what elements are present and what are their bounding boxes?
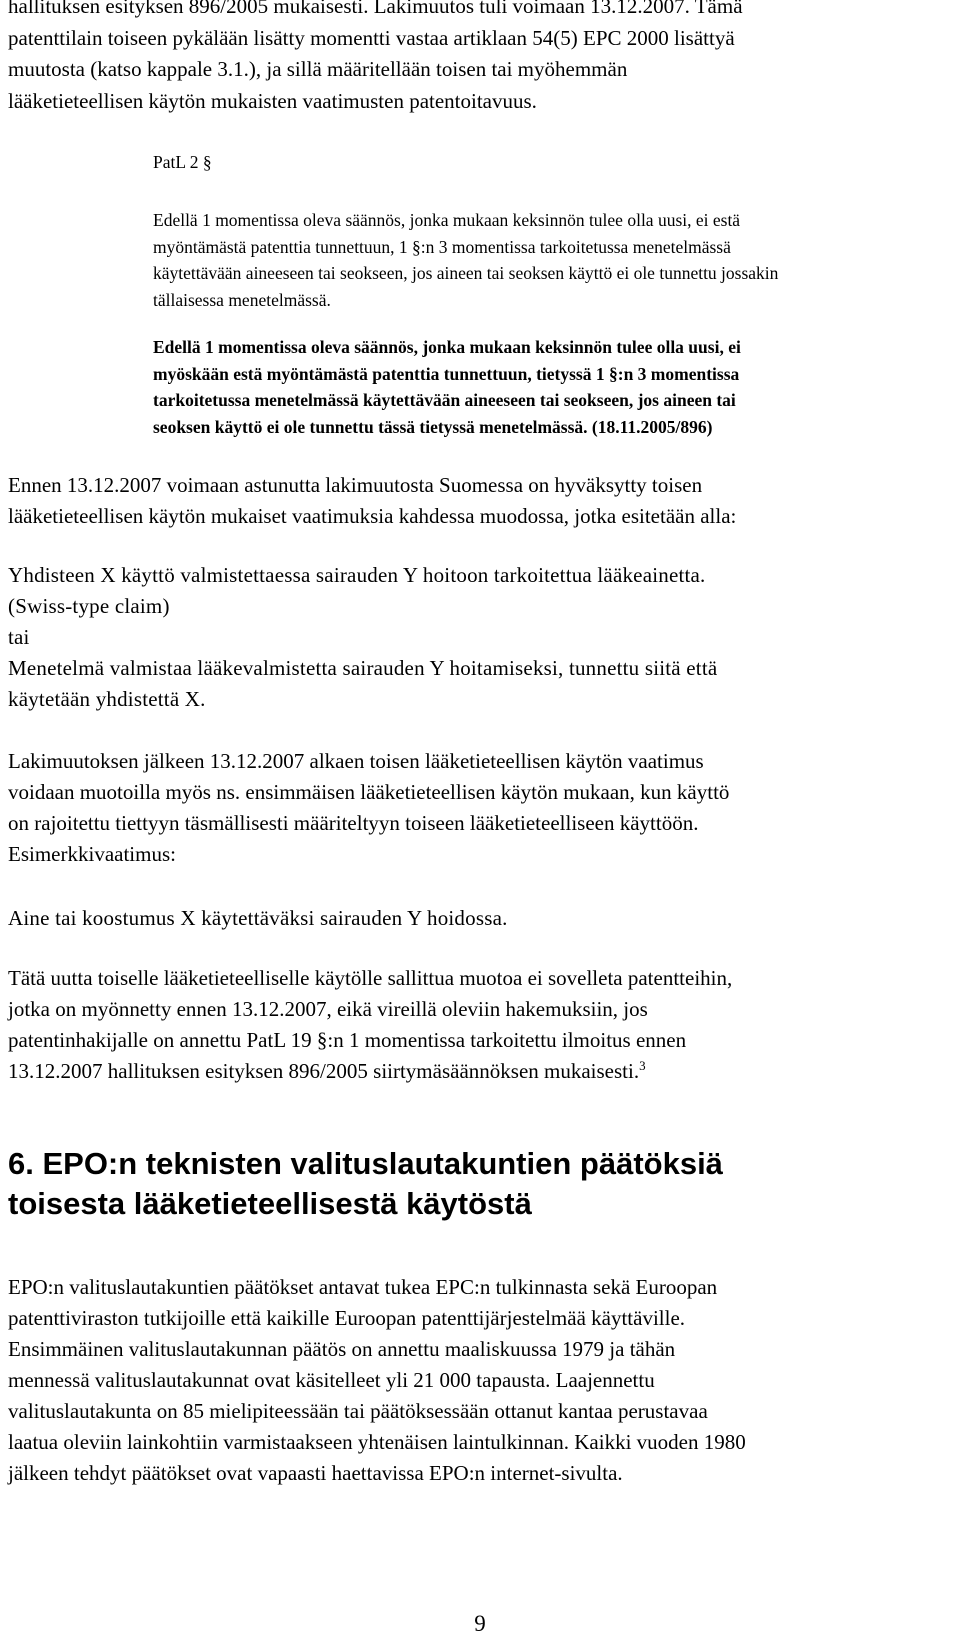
text-line: valituslautakunta on 85 mielipiteessään tai päätöksessään ottanut kantaa perustavaa: [8, 1399, 708, 1423]
text-line: muutosta (katso kappale 3.1.), ja sillä määritellään toisen tai myöhemmän: [8, 57, 628, 81]
epo-boards-paragraph: [8, 1272, 928, 1489]
quote-old-text: [153, 207, 923, 313]
text-line: patenttiviraston tutkijoille että kaikille Euroopan patenttijärjestelmää käyttäville.: [8, 1306, 686, 1330]
text-line: Lakimuutoksen jälkeen 13.12.2007 alkaen toisen lääketieteellisen käytön vaatimus: [8, 749, 704, 773]
quote-new-text: [153, 334, 923, 440]
footnote-marker[interactable]: 3: [639, 1058, 646, 1073]
text-line: laatua oleviin lainkohtiin varmistaakseen yhtenäisen laintulkinnan. Kaikki vuoden 1980: [8, 1430, 746, 1454]
text-line: Menetelmä valmistaa lääkevalmistetta sairauden Y hoitamiseksi, tunnettu siitä että: [8, 656, 718, 680]
text-line: [8, 1056, 928, 1087]
text-line: hallituksen esityksen 896/2005 mukaisesti. Lakimuutos tuli voimaan 13.12.2007. Tämä: [8, 0, 743, 18]
text-line: on rajoitettu tiettyyn täsmällisesti määriteltyyn toiseen lääketieteelliseen käyttöön.: [8, 811, 699, 835]
text-line: lääketieteellisen käytön mukaisten vaatimusten patentoitavuus.: [8, 88, 537, 113]
text-line: (Swiss-type claim): [8, 594, 170, 618]
claim-formats: [8, 560, 928, 715]
text-line: Ensimmäinen valituslautakunnan päätös on annettu maaliskuussa 1979 ja tähän: [8, 1337, 676, 1361]
text-line: mennessä valituslautakunnat ovat käsitelleet yli 21 000 tapausta. Laajennettu: [8, 1368, 655, 1392]
text-line: myöskään estä myöntämästä patenttia tunnettuun, tietyssä 1 §:n 3 momentissa: [153, 363, 740, 384]
text-line: lääketieteellisen käytön mukaiset vaatimuksia kahdessa muodossa, jotka esitetään alla:: [8, 504, 737, 528]
text-line: käytettävään aineeseen tai seokseen, jos aineen tai seoksen käyttö ei ole tunnettu jossakin: [153, 263, 779, 283]
text-segment: 13.12.2007 hallituksen esityksen 896/2005 siirtymäsäännöksen mukaisesti.: [8, 1059, 640, 1083]
quote-heading: PatL 2 §: [153, 152, 212, 172]
claim-example: Aine tai koostumus X käytettäväksi sairauden Y hoidossa.: [8, 906, 508, 930]
transitional-paragraph: [8, 963, 928, 1087]
text-line: tai: [8, 625, 30, 649]
continued-paragraph: [8, 0, 913, 117]
text-line: käytetään yhdistettä X.: [8, 687, 206, 711]
text-line: EPO:n valituslautakuntien päätökset antavat tukea EPC:n tulkinnasta sekä Euroopan: [8, 1275, 718, 1299]
text-line: voidaan muotoilla myös ns. ensimmäisen lääketieteellisen käytön mukaan, kun käyttö: [8, 780, 730, 804]
text-line: Tätä uutta toiselle lääketieteelliselle käytölle sallittua muotoa ei sovelleta patentteihin,: [8, 966, 733, 990]
text-line: Ennen 13.12.2007 voimaan astunutta lakimuutosta Suomessa on hyväksytty toisen: [8, 473, 703, 497]
text-line: Esimerkkivaatimus:: [8, 842, 176, 866]
text-line: tällaisessa menetelmässä.: [153, 289, 331, 310]
text-line: myöntämästä patenttia tunnettuun, 1 §:n 3 momentissa tarkoitetussa menetelmässä: [153, 236, 731, 257]
page-number: 9: [474, 1611, 486, 1636]
before-amendment-paragraph: [8, 470, 928, 532]
after-amendment-paragraph: [8, 746, 928, 870]
text-line: patenttilain toiseen pykälään lisätty momentti vastaa artiklaan 54(5) EPC 2000 lisättyä: [8, 25, 735, 50]
section-heading: [8, 1144, 908, 1224]
text-line: tarkoitetussa menetelmässä käytettävään aineeseen tai seokseen, jos aineen tai: [153, 390, 736, 410]
text-line: patentinhakijalle on annettu PatL 19 §:n 1 momentissa tarkoitettu ilmoitus ennen: [8, 1028, 687, 1052]
heading-line: toisesta lääketieteellisestä käytöstä: [8, 1186, 532, 1221]
text-line: Edellä 1 momentissa oleva säännös, jonka mukaan keksinnön tulee olla uusi, ei: [153, 337, 741, 357]
text-line: Edellä 1 momentissa oleva säännös, jonka mukaan keksinnön tulee olla uusi, ei estä: [153, 210, 741, 230]
text-line: jälkeen tehdyt päätökset ovat vapaasti haettavissa EPO:n internet-sivulta.: [8, 1461, 623, 1485]
heading-line: 6. EPO:n teknisten valituslautakuntien päätöksiä: [8, 1146, 723, 1181]
text-line: seoksen käyttö ei ole tunnettu tässä tietyssä menetelmässä. (18.11.2005/896): [153, 416, 713, 437]
text-line: Yhdisteen X käyttö valmistettaessa sairauden Y hoitoon tarkoitettua lääkeainetta.: [8, 563, 706, 587]
text-line: jotka on myönnetty ennen 13.12.2007, eikä vireillä oleviin hakemuksiin, jos: [8, 997, 648, 1021]
